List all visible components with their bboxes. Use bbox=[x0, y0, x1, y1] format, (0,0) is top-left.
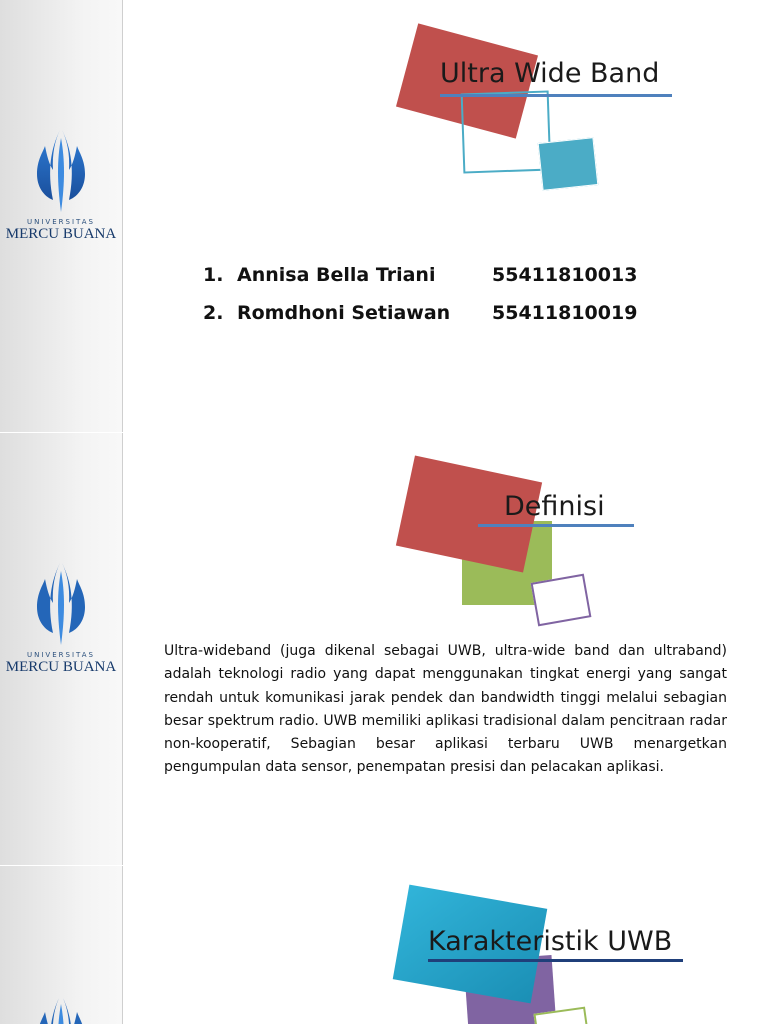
slide-3 bbox=[0, 866, 768, 1024]
slide-title: Definisi bbox=[504, 491, 605, 522]
university-logo bbox=[0, 563, 122, 675]
member-number: 2. bbox=[203, 302, 224, 324]
title-underline bbox=[478, 524, 634, 527]
logo-university-text: UNIVERSITAS bbox=[27, 651, 95, 659]
member-nim: 55411810019 bbox=[492, 302, 638, 324]
list-item bbox=[203, 302, 643, 340]
logo-university-text: UNIVERSITAS bbox=[27, 218, 95, 226]
logo-name-text: MERCU BUANA bbox=[5, 226, 117, 242]
slide-1 bbox=[0, 0, 768, 432]
title-underline bbox=[428, 959, 683, 962]
member-list bbox=[203, 264, 643, 340]
member-name: Romdhoni Setiawan bbox=[237, 302, 451, 324]
definition-paragraph: Ultra-wideband (juga dikenal sebagai UWB, ultra-wide band dan ultraband) adalah teknologi radio yang dapat menggunakan tingkat energi yang sangat rendah untuk komunikasi jarak pendek dan bandwidth tinggi melalui sebagian besar spektrum radio. UWB memiliki aplikasi tradisional dalam pencitraan radar non-kooperatif, Sebagian besar aplikasi terbaru UWB menargetkan pengumpulan data sensor, penempatan presisi dan pelacakan aplikasi. bbox=[164, 643, 727, 776]
member-number: 1. bbox=[203, 264, 224, 286]
logo-name-text: MERCU BUANA bbox=[5, 659, 117, 675]
list-item bbox=[203, 264, 643, 302]
member-name: Annisa Bella Triani bbox=[237, 264, 436, 286]
slide-title: Ultra Wide Band bbox=[440, 58, 660, 89]
flame-logo-icon bbox=[33, 563, 89, 647]
blue-square-decoration bbox=[538, 137, 599, 191]
outline-square-decoration bbox=[461, 90, 552, 173]
university-logo bbox=[0, 130, 122, 242]
purple-outline-square-decoration bbox=[531, 574, 592, 627]
flame-logo-icon bbox=[33, 130, 89, 214]
slide-title: Karakteristik UWB bbox=[428, 926, 673, 957]
flame-logo-icon bbox=[33, 996, 89, 1024]
university-logo bbox=[0, 996, 122, 1024]
member-nim: 55411810013 bbox=[492, 264, 638, 286]
title-underline bbox=[440, 94, 672, 97]
